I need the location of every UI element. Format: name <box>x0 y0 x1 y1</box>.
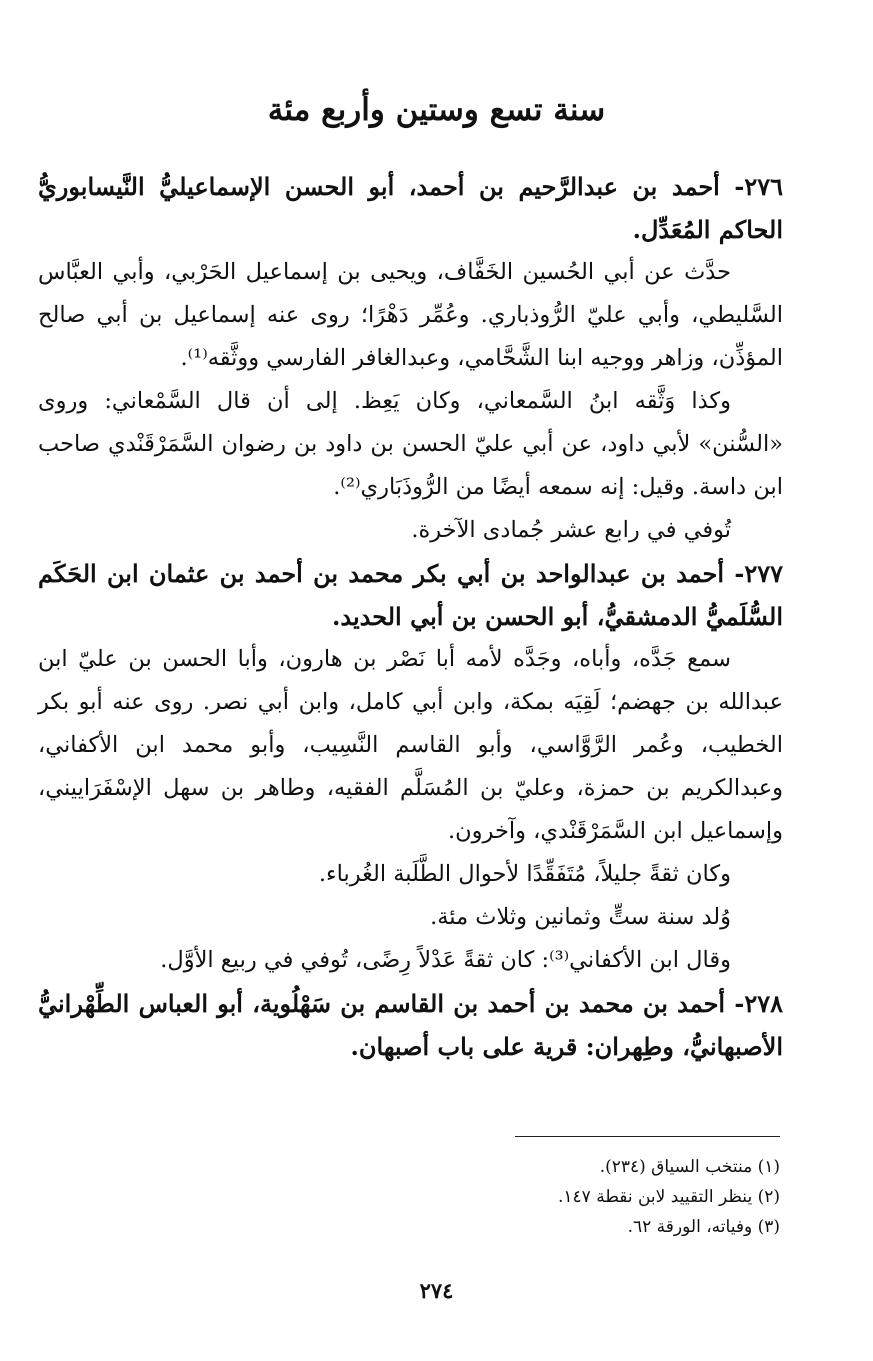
page-title: سنة تسع وستين وأربع مئة <box>267 92 606 128</box>
entry-heading-277 <box>38 552 783 638</box>
footnotes <box>280 1152 780 1242</box>
entry-paragraph: تُوفي في رابع عشر جُمادى الآخرة. <box>411 517 731 543</box>
entry-paragraph: سمع جَدَّه، وأباه، وجَدَّه لأمه أبا نَصْر بن هارون، وأبا الحسن بن عليّ ابن عبدالله بن جهضم؛ لَقِيَه بمكة، وابن أبي كامل، وابن أبي نصر. روى عنه أبو بكر الخطيب، وعُمر الرَّوَّاسي، وأبو القاسم النَّسِيب، وأبو محمد ابن الأكفاني، وعبدالكريم بن حمزة، وعليّ بن المُسَلَّم الفقيه، وطاهر بن سهل الإسْفَرَاييني، وإسماعيل ابن السَّمَرْقَنْدي، وآخرون. <box>38 646 783 844</box>
footnote-divider <box>515 1136 780 1137</box>
entry-paragraph: وكذا وَثَّقه ابنُ السَّمعاني، وكان يَعِظ. إلى أن قال السَّمْعاني: وروى «السُّنن» لأبي داود، عن أبي عليّ الحسن بن داود بن رضوان السَّمَرْقَنْدي صاحب ابن داسة. وقيل: إنه سمعه أيضًا من الرُّوذَبَاري⁽²⁾. <box>38 388 783 500</box>
entry-paragraph: وُلد سنة ستٍّ وثمانين وثلاث مئة. <box>430 904 731 930</box>
page-body <box>38 165 783 1068</box>
entry-heading-276 <box>38 165 783 251</box>
entry-paragraph: حدَّث عن أبي الحُسين الخَفَّاف، ويحيى بن إسماعيل الحَرْبي، وأبي العبَّاس السَّليطي، وأبي عليّ الرُّوذباري. وعُمِّر دَهْرًا؛ روى عنه إسماعيل بن أبي صالح المؤذِّن، وزاهر ووجيه ابنا الشَّحَّامي، وعبدالغافر الفارسي ووثَّقه⁽¹⁾. <box>38 259 783 371</box>
entry-heading-text: أحمد بن عبدالواحد بن أبي بكر محمد بن أحمد بن عثمان ابن الحَكَم السُّلَميُّ الدمشقيُّ، أبو الحسن بن أبي الحديد. <box>38 559 783 631</box>
footnote-2: (٢) ينظر التقييد لابن نقطة ١٤٧. <box>557 1187 780 1207</box>
footnote-3: (٣) وفياته، الورقة ٦٢. <box>627 1217 780 1237</box>
entry-paragraph: وقال ابن الأكفاني⁽³⁾: كان ثقةً عَدْلاً رِضًى، تُوفي في ربيع الأوَّل. <box>160 947 731 973</box>
entry-heading-text: أحمد بن محمد بن أحمد بن القاسم بن سَهْلُوية، أبو العباس الطِّهْرانيُّ الأصبهانيُّ، وطِهران: قرية على باب أصبهان. <box>38 989 783 1061</box>
footnote-1: (١) منتخب السياق (٢٣٤). <box>599 1157 780 1177</box>
entry-number: ٢٧٧- <box>734 559 783 588</box>
entry-number: ٢٧٦- <box>734 172 783 201</box>
entry-heading-text: أحمد بن عبدالرَّحيم بن أحمد، أبو الحسن الإسماعيليُّ النَّيسابوريُّ الحاكم المُعَدِّل. <box>38 172 783 244</box>
entry-heading-278 <box>38 982 783 1068</box>
entry-number: ٢٧٨- <box>734 989 783 1018</box>
entry-paragraph: وكان ثقةً جليلاً، مُتَفَقِّدًا لأحوال الطَّلَبة الغُرباء. <box>318 861 731 887</box>
page-number: ٢٧٤ <box>419 1278 454 1303</box>
